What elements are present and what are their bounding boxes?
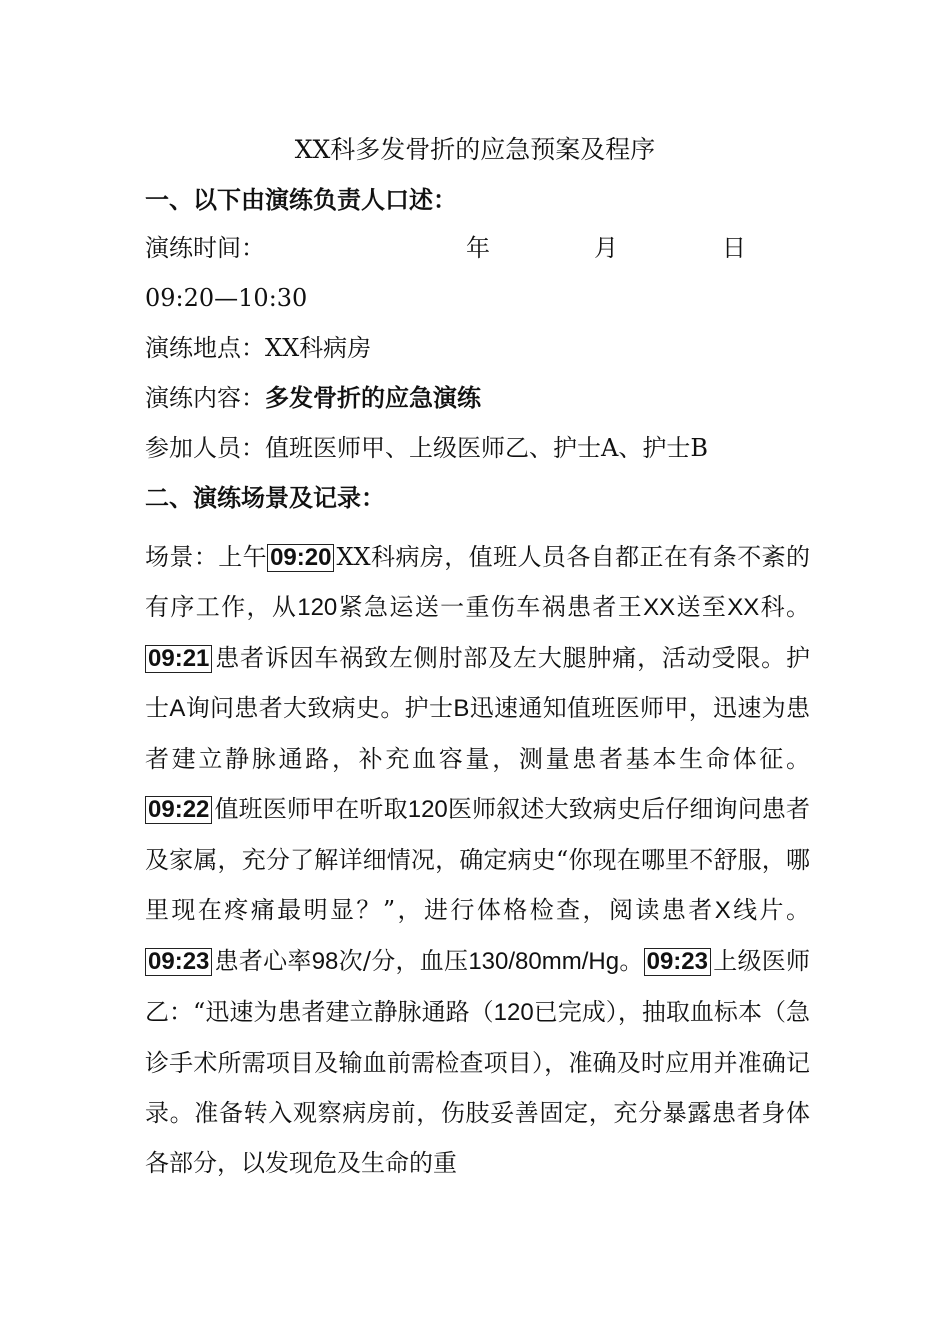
scene-text: 患者心率 xyxy=(214,947,312,975)
scene-number: 120 xyxy=(493,999,534,1026)
scene-number: 120 xyxy=(297,594,338,621)
scene-text: XX科病房，值班人员各自都正在有条不紊的有序工作，从 xyxy=(145,543,811,621)
scene-text: 患者诉因车祸致左侧肘部及左大腿肿痛，活动受限。护士 xyxy=(145,644,810,722)
scene-text: 已完成），抽取血标本（急诊手术所需项目及输血前需检查项目），准确及时应用并准确记录。准备转入观察病房前，伤肢妥善固定，充分暴露患者身体各部分，以发现危及生命的重 xyxy=(145,998,811,1177)
drill-content-label: 演练内容： xyxy=(145,384,265,412)
scene-text: A xyxy=(169,695,186,722)
drill-time-range: 09:20—10:30 xyxy=(145,284,308,312)
scene-text: 次/分，血压 xyxy=(338,947,469,975)
scene-text: B xyxy=(453,695,470,722)
section-1-heading: 一、以下由演练负责人口述： xyxy=(145,186,457,214)
scene-text: 上级医师乙：“迅速为患者建立静脉通路（ xyxy=(145,947,811,1026)
blood-pressure-value: 130/80mm/Hg xyxy=(468,948,620,975)
scene-text: XX xyxy=(643,594,676,621)
drill-location-row xyxy=(145,330,371,366)
timestamp-badge: 09:23 xyxy=(145,948,212,976)
scene-text: 紧急运送一重伤车祸患者王 xyxy=(337,593,644,621)
section-2-heading: 二、演练场景及记录： xyxy=(145,484,385,512)
drill-location-label: 演练地点： xyxy=(145,334,265,362)
year-label: 年 xyxy=(466,234,490,262)
day-label: 日 xyxy=(722,234,746,262)
drill-content-value: 多发骨折的应急演练 xyxy=(265,384,481,412)
scene-text: 询问患者大致病史。护士 xyxy=(185,694,454,722)
scene-text: 值班医师甲在听取 xyxy=(214,795,408,823)
drill-location-value: XX科病房 xyxy=(265,334,372,362)
scene-text: 线片。 xyxy=(730,896,810,924)
scene-paragraph xyxy=(145,532,810,1188)
scene-text: 送至 xyxy=(675,593,728,621)
drill-content-row xyxy=(145,380,481,416)
timestamp-badge: 09:21 xyxy=(145,645,212,673)
scene-text: 迅速通知值班医师甲，迅速为患者建立静脉通路，补充血容量，测量患者基本生命体征。 xyxy=(145,694,811,773)
scene-number: 120 xyxy=(407,796,448,823)
drill-participants-value: 值班医师甲、上级医师乙、护士A、护士B xyxy=(265,434,708,462)
scene-text: X xyxy=(714,897,731,924)
drill-participants-row xyxy=(145,430,708,466)
document-title: XX科多发骨折的应急预案及程序 xyxy=(294,135,656,164)
timestamp-badge: 09:22 xyxy=(145,796,212,824)
heart-rate-value: 98 xyxy=(311,948,339,975)
scene-text: 科。 xyxy=(759,593,811,621)
scene-text: XX xyxy=(727,594,760,621)
drill-participants-label: 参加人员： xyxy=(145,434,265,462)
drill-time-label: 演练时间： xyxy=(145,234,265,262)
scene-text: 医师叙述大致病史后仔细询问患者及家属，充分了解详细情况，确定病史“你现在哪里不舒服，哪里现在疼痛最明显？”，进行体格检查，阅读患者 xyxy=(145,795,811,924)
timestamp-badge: 09:23 xyxy=(644,948,711,976)
timestamp-badge: 09:20 xyxy=(267,544,334,572)
scene-text: 。 xyxy=(619,947,644,975)
month-label: 月 xyxy=(594,234,618,262)
scene-text: 场景：上午 xyxy=(145,543,268,571)
